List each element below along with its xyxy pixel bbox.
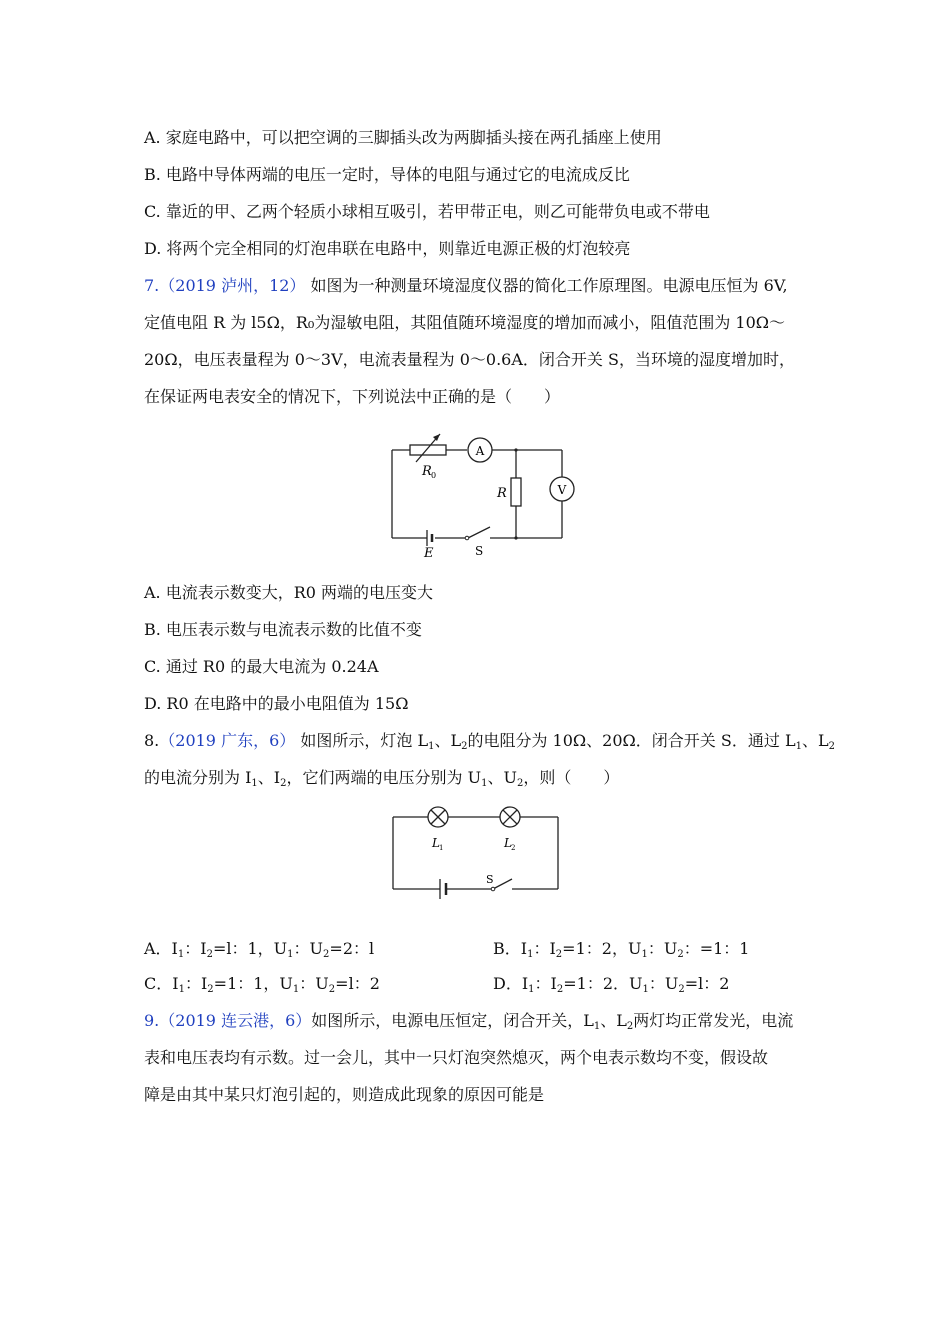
q8-option-d: D．$I_1$：$I_2=1$：2．$U_1$：$U_2=l$：2 <box>493 974 730 995</box>
q8-label-l2: L <box>504 836 512 850</box>
q7-switch-blade <box>468 527 490 538</box>
q8-label-s: S <box>486 873 494 886</box>
q7-option-c: C. 通过 R0 的最大电流为 0.24A <box>144 657 379 676</box>
q7-stem-line-1: 7.（2019 泸州，12） 如图为一种测量环境湿度仪器的简化工作原理图。电源电压恒为 6V, <box>144 276 788 295</box>
q7-r-resistor <box>511 478 521 506</box>
q6-option-b: B. 电路中导体两端的电压一定时，导体的电阻与通过它的电流成反比 <box>144 165 630 184</box>
q7-label-r0-sub: 0 <box>431 471 437 480</box>
q7-stem-line-4: 在保证两电表安全的情况下，下列说法中正确的是（ ） <box>144 387 561 406</box>
q7-label-r0: R <box>422 464 432 479</box>
q8-stem-line-1: 8.（2019 广东，6） 如图所示，灯泡 $L_1$、$L_2$的电阻分为 10Ω、20Ω．闭合开关 S．通过 $L_1$、$L_2$ <box>144 731 835 752</box>
q7-stem-line-3: 20Ω，电压表量程为 0～3V，电流表量程为 0～0.6A．闭合开关 S，当环境的湿度增加时， <box>144 350 795 369</box>
q8-source: （2019 广东，6） <box>159 731 296 750</box>
q7-source: （2019 泸州，12） <box>159 276 306 295</box>
q9-source: （2019 连云港，6） <box>159 1011 312 1030</box>
q8-option-c: C．$I_1$：$I_2=1$：1，$U_1$：$U_2=l$：2 <box>144 974 380 995</box>
q6-option-c: C. 靠近的甲、乙两个轻质小球相互吸引，若甲带正电，则乙可能带负电或不带电 <box>144 202 710 221</box>
svg-text:1: 1 <box>439 844 444 852</box>
q8-circuit-diagram <box>388 803 563 898</box>
q7-label-r: R <box>497 486 507 501</box>
q9-stem-line-3: 障是由其中某只灯泡引起的，则造成此现象的原因可能是 <box>144 1085 545 1104</box>
svg-text:2: 2 <box>511 844 516 852</box>
q7-circuit-diagram <box>380 430 580 565</box>
q9-stem-line-2: 表和电压表均有示数。过一会儿，其中一只灯泡突然熄灭，两个电表示数均不变，假设故 <box>144 1048 769 1067</box>
q8-option-a: A．$I_1$：$I_2=l$：1，$U_1$：$U_2=2$：l <box>144 939 375 960</box>
q6-option-d: D. 将两个完全相同的灯泡串联在电路中，则靠近电源正极的灯泡较亮 <box>144 239 631 258</box>
q7-label-a: A <box>475 444 485 458</box>
q8-stem-line-2: 的电流分别为 $I_1$、$I_2$，它们两端的电压分别为 $U_1$、$U_2$，则（ ） <box>144 768 620 789</box>
q7-option-d: D. R0 在电路中的最小电阻值为 15Ω <box>144 694 409 713</box>
q7-label-s: S <box>475 544 484 558</box>
q7-option-a: A. 电流表示数变大，R0 两端的电压变大 <box>144 583 434 602</box>
q9-stem-line-1: 9.（2019 连云港，6）如图所示，电源电压恒定，闭合开关，$L_1$、$L_2$两灯均正常发光，电流 <box>144 1011 794 1032</box>
q7-r0-resistor <box>410 445 446 455</box>
q8-option-b: B．$I_1$：$I_2=1$：2，$U_1$：$U_2$：=1：1 <box>493 939 750 960</box>
q8-label-l1: L <box>432 836 440 850</box>
q7-label-v: V <box>557 483 567 497</box>
q6-option-a: A. 家庭电路中，可以把空调的三脚插头改为两脚插头接在两孔插座上使用 <box>144 128 662 147</box>
q8-number: 8. <box>144 731 160 750</box>
q7-number: 7. <box>144 276 160 295</box>
q7-label-e: E <box>424 546 434 561</box>
q7-option-b: B. 电压表示数与电流表示数的比值不变 <box>144 620 422 639</box>
q7-stem-line-2: 定值电阻 R 为 l5Ω，R₀为湿敏电阻，其阻值随环境湿度的增加而减小，阻值范围为 10Ω～ <box>144 313 786 332</box>
q9-number: 9. <box>144 1011 160 1030</box>
q8-switch-blade <box>493 879 512 889</box>
